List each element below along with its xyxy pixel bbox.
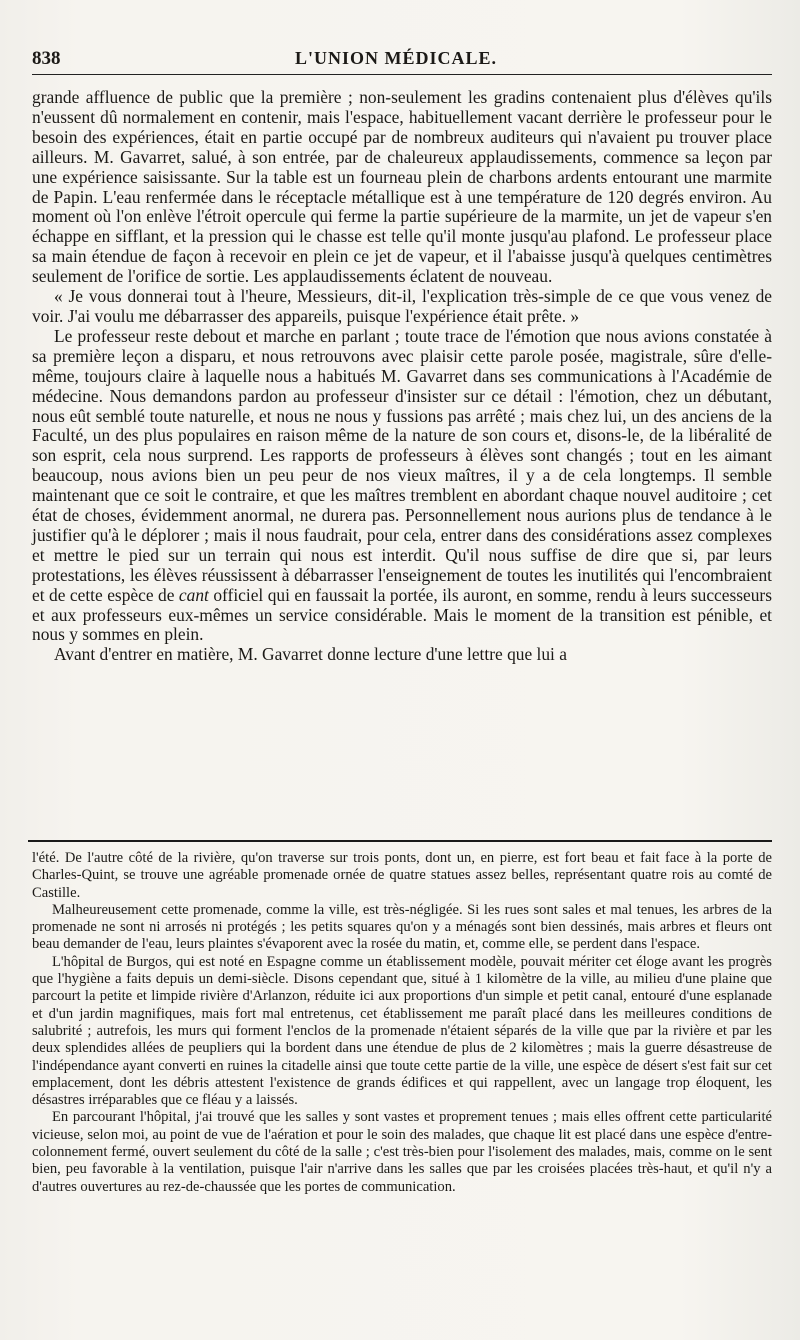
feuilleton-paragraph: En parcourant l'hôpital, j'ai trouvé que les salles y sont vastes et proprement tenues ; mais elles offrent cette particularité vicieuse, selon moi, au point de vue de l'aération et pour le soin des malades, que chaque lit est placé dans une espèce d'entre-colonnement fermé, ouvert seulement du côté de la salle ; c'est très-bien pour l'isolement des malades, mais, comme on le sent bien, peu favorable à la ventilation, puisque l'air n'arrive dans les salles que par les croisées placées très-haut, et qu'il n'y a d'autres ouvertures au rez-de-chaussée que les portes de communication. [32, 1109, 772, 1195]
article-paragraph [32, 327, 772, 646]
article-paragraph: Avant d'entrer en matière, M. Gavarret donne lecture d'une lettre que lui a [54, 644, 567, 665]
feuilleton-paragraph: Malheureusement cette promenade, comme la ville, est très-négligée. Si les rues sont sales et mal tenues, les arbres de la promenade ne sont ni arrosés ni protégés ; les petits squares qu'on y a ménagés sont bien dessinés, mais arbres et fleurs ont beau demander de l'eau, leurs plaintes s'évaporent avec la rosée du matin, et, comme elle, se perdent dans l'espace. [32, 901, 772, 953]
running-title: L'UNION MÉDICALE. [294, 48, 498, 68]
article-paragraph: grande affluence de public que la première ; non-seulement les gradins contenaient plus d'élèves qu'ils n'eussent dû normalement en contenir, mais l'espace, habituellement vacant derrière le professeur pour le besoin des expériences, était en partie occupé par de nombreux auditeurs qui n'avaient pu trouver place ailleurs. M. Gavarret, salué, à son entrée, par de chaleureux applaudissements, commence sa leçon par une expérience saisissante. Sur la table est un fourneau plein de charbons ardents entourant une marmite de Papin. L'eau renfermée dans le réceptacle métallique est à une température de 120 degrés environ. Au moment où l'on enlève l'étroit opercule qui ferme la partie supérieure de la marmite, un jet de vapeur s'en échappe en sifflant, et la pression qui le chasse est telle qu'il monte jusqu'au plafond. Le professeur place sa main étendue de façon à recevoir en plein ce jet de vapeur, et il l'abaisse jusqu'à quelques centimètres seulement de l'orifice de sortie. Les applaudissements éclatent de nouveau. [32, 87, 772, 287]
paragraph-text: officiel qui en faussait la portée, ils auront, en somme, rendu à leurs successeurs et aux professeurs eux-mêmes un service considérable. Mais le moment de la transition est pénible, et nous y sommes en plein. [32, 584, 772, 645]
feuilleton-paragraph: L'hôpital de Burgos, qui est noté en Espagne comme un établissement modèle, pouvait mériter cet éloge avant les progrès que l'hygiène a faits depuis un demi-siècle. Disons cependant que, situé à 1 kilomètre de la ville, au milieu d'une plaine que parcourt la petite et limpide rivière d'Arlanzon, réduite ici aux proportions d'un simple et petit canal, entouré d'une esplanade et d'un jardin magnifiques, mais fort mal entretenus, cet établissement me paraît placé dans les meilleures conditions de salubrité ; autrefois, les murs qui forment l'enclos de la promenade n'étaient séparés de la ville que par la rivière et par les deux splendides allées de peupliers qui la bordent dans une étendue de plus de 2 kilomètres ; mais la guerre désastreuse de l'indépendance ayant converti en ruines la citadelle ainsi que toute cette partie de la ville, une espèce de désert s'est fait sur cet emplacement, dont les débris attestent l'existence de grands édifices et qui rappellent, avec un langage trop éloquent, les désastres irréparables que ce fléau y a laissés. [32, 953, 772, 1109]
feuilleton-rule [28, 840, 772, 842]
page-header [32, 44, 760, 74]
main-article [32, 88, 772, 665]
paragraph-text: Le professeur reste debout et marche en parlant ; toute trace de l'émotion que nous avions constatée à sa première leçon a disparu, et nous retrouvons avec plaisir cette parole posée, magistrale, sûre d'elle-même, toujours claire à laquelle nous a habitués M. Gavarret dans ses communications à l'Académie de médecine. Nous demandons pardon au professeur d'insister sur ce détail : l'émotion, chez un débutant, nous eût semblé toute naturelle, et nous ne nous y fussions pas arrêté ; mais chez lui, un des anciens de la Faculté, un des plus populaires en raison même de la nature de son cours et, disons-le, de la libéralité de son esprit, cela nous surprend. Les rapports de professeurs à élèves sont changés ; tout en les aimant beaucoup, nous avions bien un peu peur de nos vieux maîtres, il y a de cela longtemps. Il semble maintenant que ce soit le contraire, et que les maîtres tremblent en abordant chaque nouvel auditoire ; cet état de choses, évidemment anormal, ne durera pas. Personnellement nous aurions plus de tendance à le justifier qu'à le déplorer ; mais il nous faudrait, pour cela, entrer dans des considérations assez complexes et mettre le pied sur un terrain qui nous est interdit. Qu'il nous suffise de dire que si, par leurs protestations, les élèves réussissent à débarrasser l'enseignement de toutes les inutilités qui l'encombraient et de cette espèce de [32, 325, 772, 605]
feuilleton-paragraph: l'été. De l'autre côté de la rivière, qu'on traverse sur trois ponts, dont un, en pierre, est fort beau et fait face à la porte de Charles-Quint, se trouve une agréable promenade ornée de quatre statues assez belles, représentant quatre rois au comté de Castille. [32, 850, 772, 901]
italic-term: cant [178, 584, 209, 605]
article-paragraph: « Je vous donnerai tout à l'heure, Messieurs, dit-il, l'explication très-simple de ce que vous venez de voir. J'ai voulu me débarrasser des appareils, puisque l'expérience était prête. » [32, 286, 772, 326]
header-rule [32, 74, 772, 75]
page-number: 838 [32, 48, 61, 69]
feuilleton-section [32, 850, 772, 1196]
